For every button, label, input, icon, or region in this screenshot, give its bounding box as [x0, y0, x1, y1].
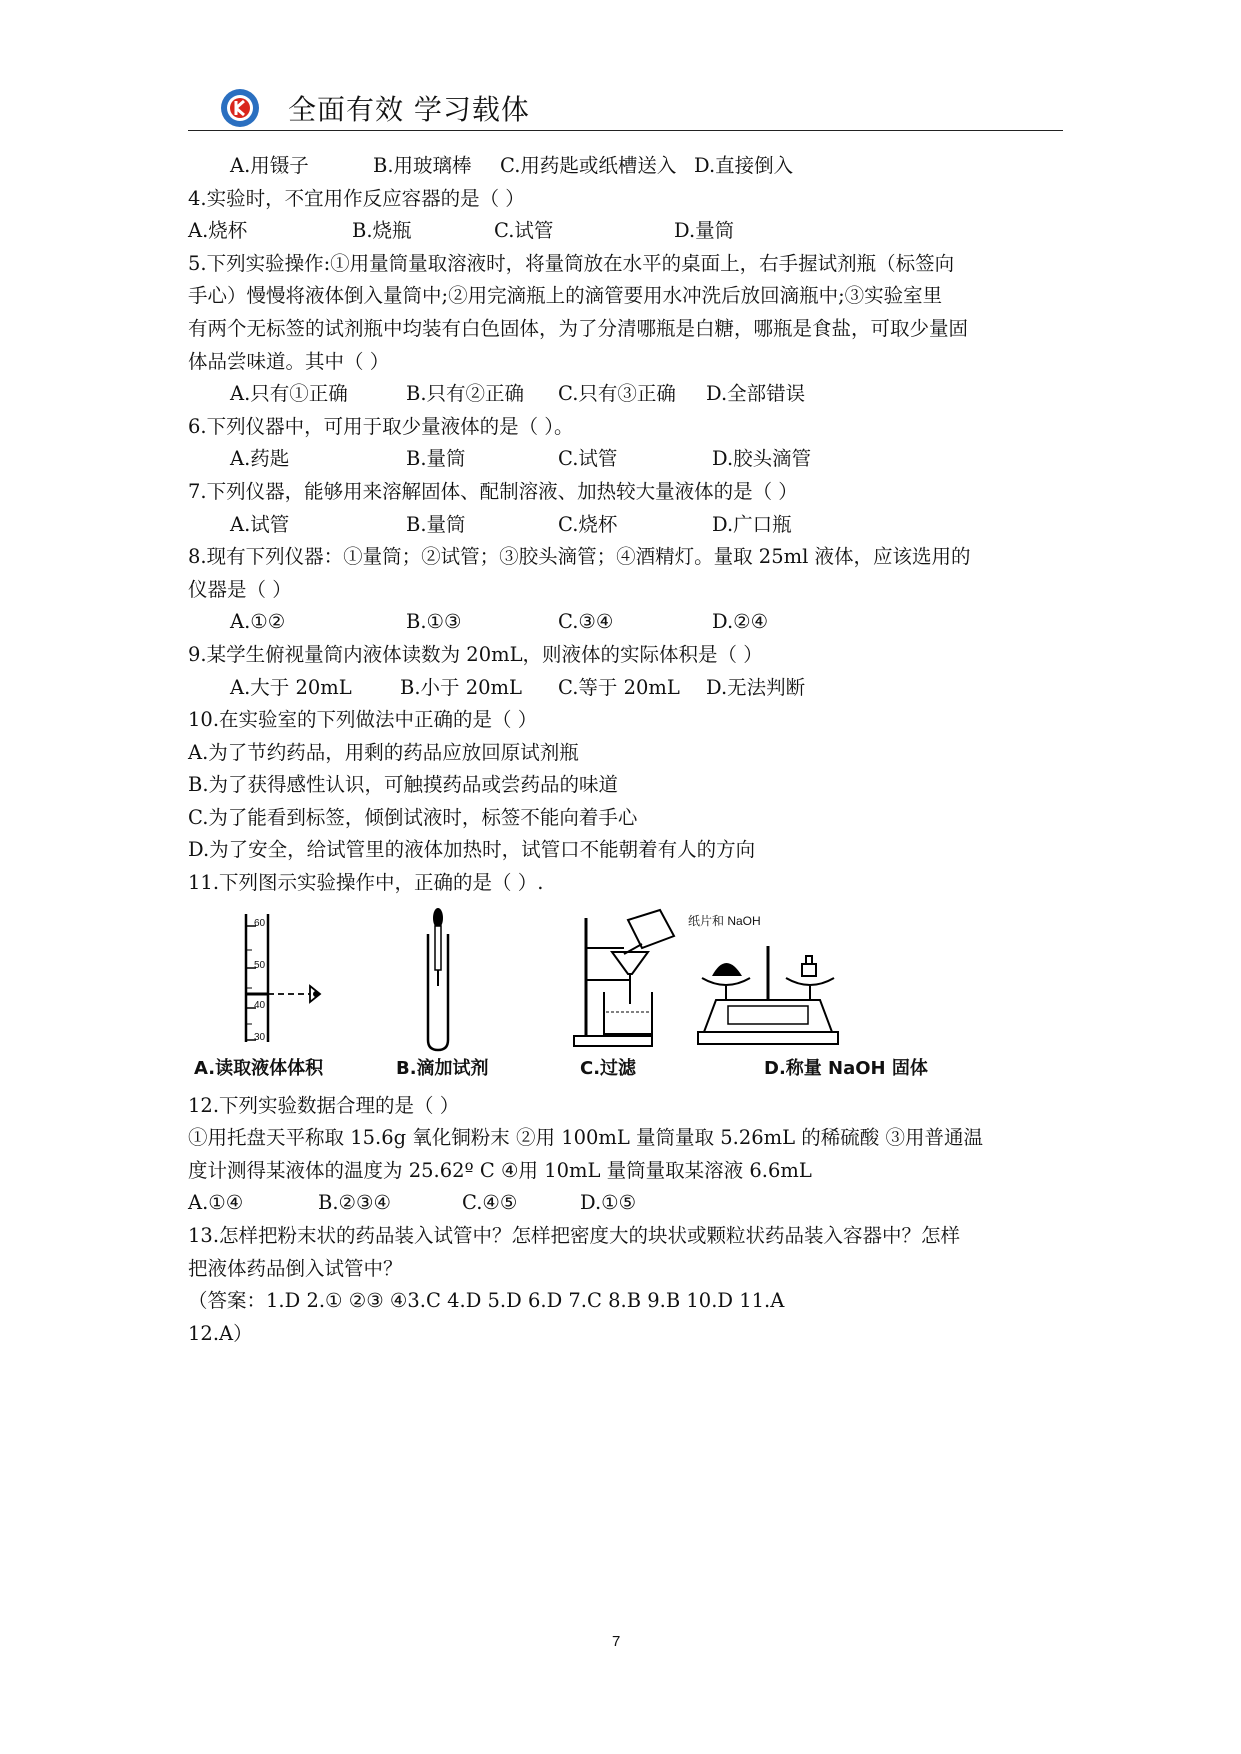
- q5-option-d: D.全部错误: [706, 382, 806, 406]
- cylinder-tick-40: 40: [254, 999, 266, 1011]
- q6-option-d: D.胶头滴管: [712, 447, 812, 471]
- q7-option-d: D.广口瓶: [712, 512, 792, 536]
- q9-stem: 9.某学生俯视量筒内液体读数为 20mL，则液体的实际体积是（ ）: [188, 642, 763, 666]
- q12-stem: 12.下列实验数据合理的是（ ）: [188, 1093, 460, 1117]
- page-number: 7: [612, 1633, 621, 1650]
- cylinder-tick-30: 30: [254, 1031, 266, 1043]
- q8-option-b: B.①③: [406, 610, 462, 634]
- q3-option-a: A.用镊子: [230, 154, 309, 177]
- q6-options: [188, 443, 1068, 476]
- q6-option-b: B.量筒: [406, 447, 466, 471]
- page-header: [188, 82, 1063, 132]
- cylinder-tick-60: 60: [254, 917, 266, 929]
- q9-option-b: B.小于 20mL: [400, 675, 522, 699]
- q3-option-b: B.用玻璃棒: [373, 154, 472, 177]
- q4-option-a: A.烧杯: [188, 219, 248, 243]
- q10-stem: 10.在实验室的下列做法中正确的是（ ）: [188, 708, 538, 732]
- q5-line: 有两个无标签的试剂瓶中均装有白色固体，为了分清哪瓶是白糖，哪瓶是食盐，可取少量固: [188, 316, 969, 340]
- q3-options: [188, 150, 1068, 183]
- school-logo-icon: [220, 88, 260, 128]
- q4-option-b: B.烧瓶: [352, 219, 412, 243]
- q9-option-d: D.无法判断: [706, 675, 806, 699]
- q11-caption-b: B.滴加试剂: [396, 1057, 489, 1079]
- question-content: [188, 150, 1068, 1350]
- q7-option-b: B.量筒: [406, 512, 466, 536]
- q11-caption-a: A.读取液体体积: [194, 1057, 324, 1079]
- q11-caption-c: C.过滤: [580, 1057, 637, 1079]
- balance-label: 纸片和 NaOH: [688, 913, 761, 928]
- q5-option-c: C.只有③正确: [558, 382, 676, 406]
- q3-option-d: D.直接倒入: [694, 154, 794, 177]
- q4-option-c: C.试管: [494, 219, 554, 243]
- dropper-test-tube-figure: [416, 904, 466, 1052]
- header-title: 全面有效 学习载体: [288, 93, 530, 126]
- q13-line: 13.怎样把粉末状的药品装入试管中？怎样把密度大的块状或颗粒状药品装入容器中？怎样: [188, 1224, 961, 1248]
- q6-option-c: C.试管: [558, 447, 618, 471]
- q8-line: 仪器是（ ）: [188, 577, 292, 601]
- q11-figures: [188, 904, 1068, 1090]
- q10-option-a: A.为了节约药品，用剩的药品应放回原试剂瓶: [188, 740, 579, 764]
- q12-options: [188, 1187, 1068, 1220]
- graduated-cylinder-figure: [216, 912, 336, 1047]
- q11-stem: 11.下列图示实验操作中，正确的是（ ）.: [188, 871, 544, 895]
- q11-caption-d: D.称量 NaOH 固体: [764, 1057, 928, 1079]
- q8-line: 8.现有下列仪器：①量筒；②试管；③胶头滴管；④酒精灯。量取 25ml 液体，应该选用的: [188, 545, 971, 569]
- q12-line: ①用托盘天平称取 15.6g 氧化铜粉末 ②用 100mL 量筒量取 5.26mL 的稀硫酸 ③用普通温: [188, 1126, 984, 1150]
- q10-option-c: C.为了能看到标签，倾倒试液时，标签不能向着手心: [188, 805, 638, 829]
- q9-options: [188, 672, 1068, 705]
- q5-option-a: A.只有①正确: [230, 382, 348, 406]
- q12-option-b: B.②③④: [318, 1191, 391, 1215]
- q5-options: [188, 378, 1068, 411]
- q5-option-b: B.只有②正确: [406, 382, 525, 406]
- q3-option-c: C.用药匙或纸槽送入: [500, 154, 677, 177]
- q6-stem: 6.下列仪器中，可用于取少量液体的是（ ）。: [188, 414, 574, 438]
- q12-option-a: A.①④: [188, 1191, 244, 1215]
- q6-option-a: A.药匙: [230, 447, 290, 471]
- q7-stem: 7.下列仪器，能够用来溶解固体、配制溶液、加热较大量液体的是（ ）: [188, 479, 798, 503]
- q8-options: [188, 606, 1068, 639]
- balance-figure: [668, 916, 848, 1051]
- cylinder-tick-50: 50: [254, 959, 266, 971]
- q5-line: 5.下列实验操作:①用量筒量取溶液时，将量筒放在水平的桌面上，右手握试剂瓶（标签向: [188, 251, 955, 275]
- q8-option-c: C.③④: [558, 610, 614, 634]
- q10-option-b: B.为了获得感性认识，可触摸药品或尝药品的味道: [188, 773, 619, 797]
- q4-option-d: D.量筒: [674, 219, 735, 243]
- q4-options: [188, 215, 1068, 248]
- q7-options: [188, 509, 1068, 542]
- q7-option-c: C.烧杯: [558, 512, 618, 536]
- header-rule: [188, 130, 1063, 131]
- q5-line: 体品尝味道。其中（ ）: [188, 349, 390, 373]
- q12-option-c: C.④⑤: [462, 1191, 518, 1215]
- q9-option-c: C.等于 20mL: [558, 675, 680, 699]
- answers-line: （答案：1.D 2.① ②③ ④3.C 4.D 5.D 6.D 7.C 8.B 9.B 10.D 11.A: [188, 1289, 785, 1313]
- q12-line: 度计测得某液体的温度为 25.62º C ④用 10mL 量筒量取某溶液 6.6mL: [188, 1158, 812, 1182]
- q7-option-a: A.试管: [230, 512, 290, 536]
- answers-line: 12.A）: [188, 1321, 253, 1345]
- q13-line: 把液体药品倒入试管中？: [188, 1256, 403, 1280]
- q5-line: 手心）慢慢将液体倒入量筒中;②用完滴瓶上的滴管要用水冲洗后放回滴瓶中;③实验室里: [188, 284, 943, 308]
- q4-stem: 4.实验时，不宜用作反应容器的是（ ）: [188, 186, 525, 210]
- q12-option-d: D.①⑤: [580, 1191, 637, 1215]
- q10-option-d: D.为了安全，给试管里的液体加热时，试管口不能朝着有人的方向: [188, 838, 756, 862]
- q8-option-a: A.①②: [230, 610, 286, 634]
- q9-option-a: A.大于 20mL: [230, 675, 352, 699]
- q8-option-d: D.②④: [712, 610, 769, 634]
